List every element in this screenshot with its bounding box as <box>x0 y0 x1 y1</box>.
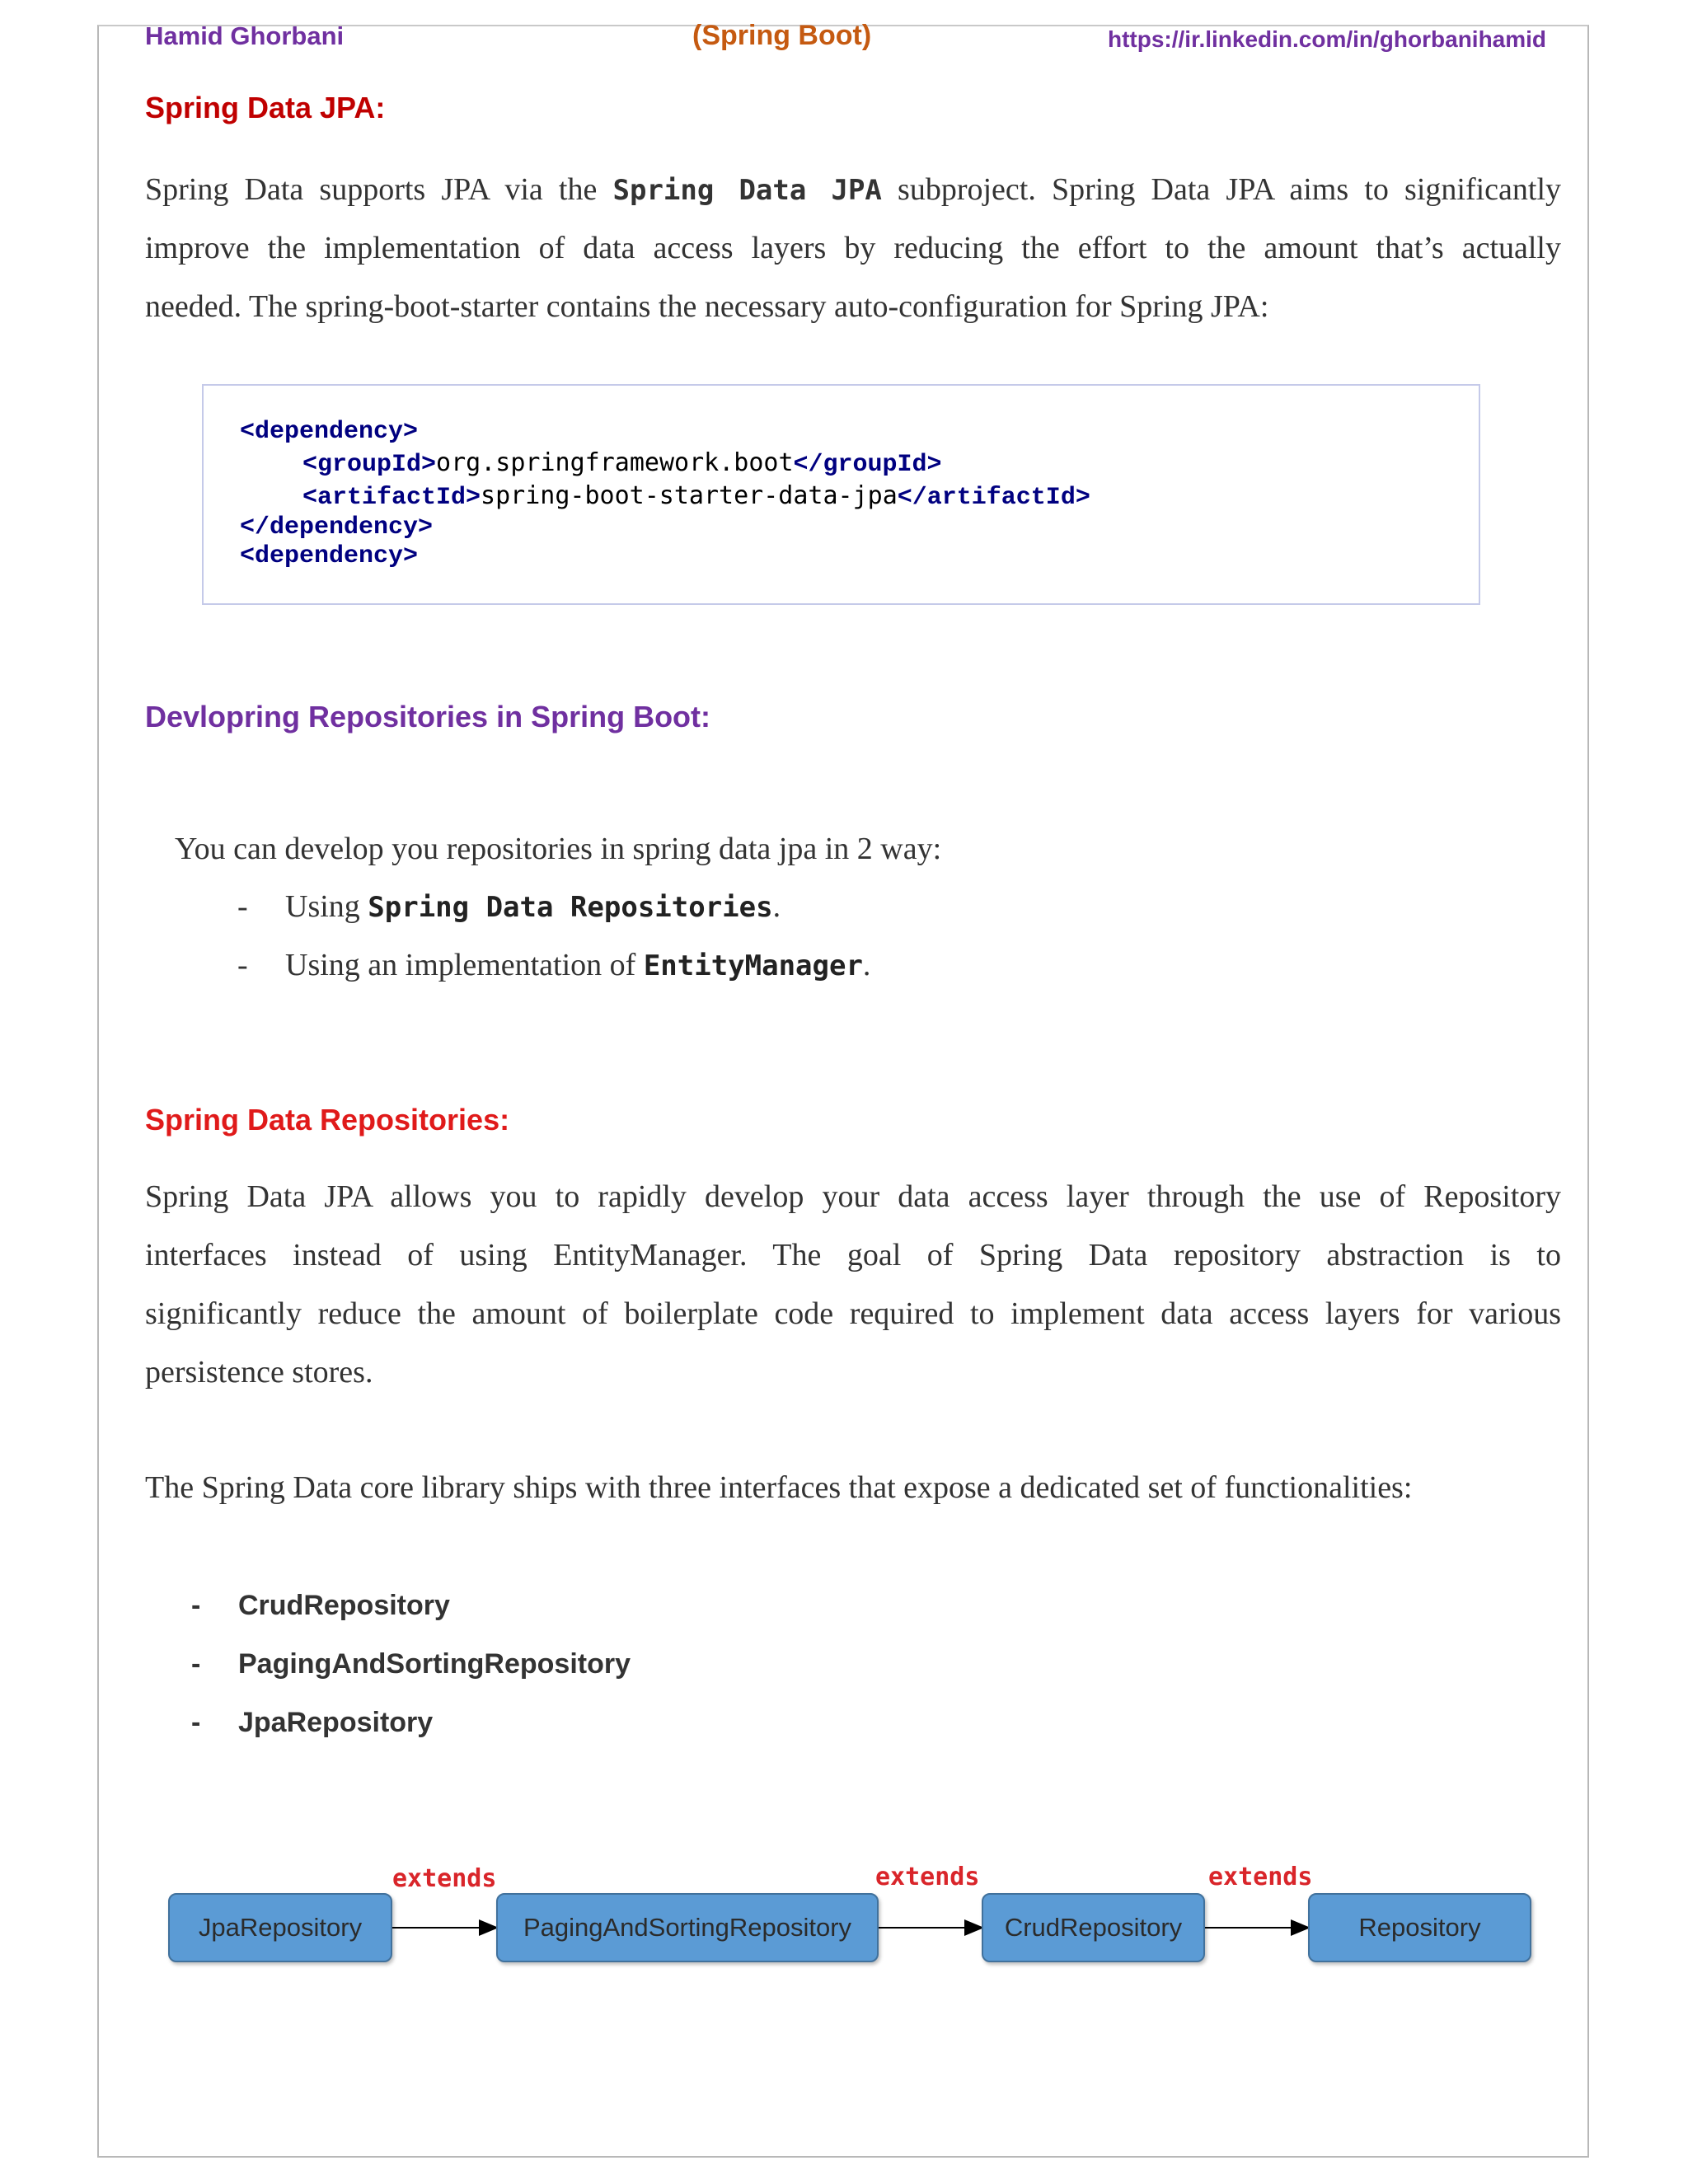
header-link[interactable]: https://ir.linkedin.com/in/ghorbanihamid <box>1108 26 1547 52</box>
header-topic: (Spring Boot) <box>692 20 872 51</box>
text-span: . <box>772 889 781 924</box>
section-title-spring-data-jpa: Spring Data JPA: <box>145 91 386 124</box>
node-crudrepository: CrudRepository <box>982 1893 1205 1962</box>
core-library-text <box>145 1459 1561 1517</box>
inline-code: EntityManager <box>643 949 863 982</box>
bullet-dash: - <box>237 889 248 924</box>
extends-label: extends <box>875 1863 980 1891</box>
interface-name: CrudRepository <box>238 1590 450 1621</box>
xml-tag: <artifactId> <box>302 484 481 512</box>
paragraph-line: interfaces instead of using EntityManager. The goal of Spring Data repository abstraction is to <box>145 1238 1561 1272</box>
paragraph-line: persistence stores. <box>145 1355 373 1390</box>
text-span: Spring Data supports JPA via the <box>145 172 613 207</box>
xml-tag: <groupId> <box>302 451 437 479</box>
paragraph-line: significantly reduce the amount of boilerplate code required to implement data access layers for various <box>145 1296 1561 1331</box>
text-span: Using an implementation of <box>285 948 644 982</box>
paragraph-line: improve the implementation of data access layers by reducing the effort to the amount that’s actually <box>145 231 1561 265</box>
code-line <box>302 448 942 479</box>
bullet-dash: - <box>191 1648 201 1680</box>
header-author: Hamid Ghorbani <box>145 21 345 50</box>
code-line <box>240 415 418 446</box>
interface-name: JpaRepository <box>238 1707 434 1738</box>
xml-value: spring-boot-starter-data-jpa <box>481 481 898 510</box>
section-title-developing-repositories: Devlopring Repositories in Spring Boot: <box>145 700 711 733</box>
xml-tag: </dependency> <box>240 513 434 541</box>
extends-label: extends <box>392 1864 497 1893</box>
node-repository: Repository <box>1308 1893 1531 1962</box>
intro-text: You can develop you repositories in spring data jpa in 2 way: <box>175 832 942 866</box>
text-span: . <box>862 948 871 982</box>
section3-paragraph <box>145 1168 1561 1402</box>
code-line <box>240 540 418 570</box>
bullet-text <box>285 947 870 983</box>
node-jparepository: JpaRepository <box>168 1893 392 1962</box>
paragraph-line <box>145 161 1561 219</box>
bullet-dash: - <box>237 948 248 982</box>
xml-tag: </artifactId> <box>897 484 1090 512</box>
bullet-dash: - <box>191 1590 201 1621</box>
xml-tag: <dependency> <box>240 542 419 570</box>
section1-paragraph <box>145 161 1561 336</box>
node-pagingandsortingrepository: PagingAndSortingRepository <box>496 1893 879 1962</box>
xml-tag: </groupId> <box>793 451 942 479</box>
interface-name: PagingAndSortingRepository <box>238 1648 631 1680</box>
list-item <box>191 1590 450 1622</box>
xml-tag: <dependency> <box>240 418 419 446</box>
bullet-dash: - <box>191 1707 201 1738</box>
inline-code: Spring Data Repositories <box>368 891 773 924</box>
list-item <box>191 1707 434 1739</box>
extends-label: extends <box>1208 1863 1313 1891</box>
paragraph-line: The Spring Data core library ships with three interfaces that expose a dedicated set of functionalities: <box>145 1470 1413 1505</box>
inline-code: Spring Data JPA <box>612 174 882 207</box>
page-frame <box>97 25 1589 2158</box>
xml-value: org.springframework.boot <box>436 448 794 477</box>
paragraph-line: Spring Data JPA allows you to rapidly develop your data access layer through the use of Repository <box>145 1179 1561 1214</box>
code-line <box>302 481 1090 512</box>
code-block <box>202 384 1480 605</box>
text-span: subproject. Spring Data JPA aims to significantly <box>881 172 1561 207</box>
text-span: Using <box>285 889 368 924</box>
list-item <box>191 1648 631 1680</box>
section-title-spring-data-repositories: Spring Data Repositories: <box>145 1103 510 1137</box>
bullet-text <box>285 888 781 925</box>
paragraph-line: needed. The spring-boot-starter contains the necessary auto-configuration for Spring JPA: <box>145 289 1269 324</box>
code-line <box>240 511 433 541</box>
